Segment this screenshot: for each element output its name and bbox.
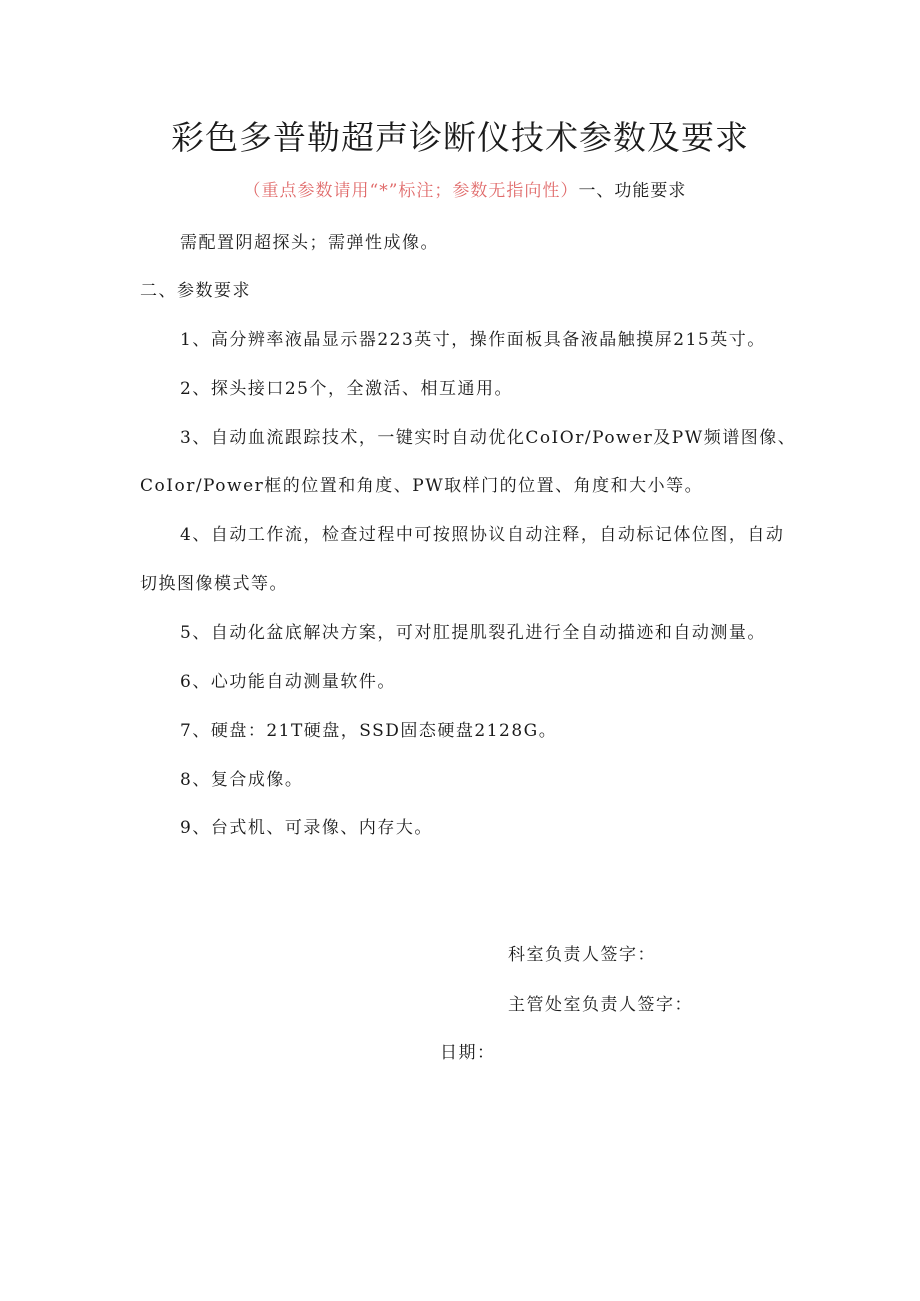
dept-head-signature-label: 科室负责人签字： [508, 945, 656, 965]
date-label: 日期： [440, 1043, 496, 1063]
subtitle-line [0, 176, 920, 201]
param-item-3: 3、自动血流跟踪技术，一键实时自动优化CoIOr/Power及PW频谱图像、 [180, 428, 797, 448]
section2-heading: 二、参数要求 [140, 281, 251, 301]
param-item-4: 4、自动工作流，检查过程中可按照协议自动注释，自动标记体位图，自动 [180, 525, 785, 545]
emphasis-note: （重点参数请用“*”标注；参数无指向性） [243, 181, 579, 201]
param-item-7: 7、硬盘：21T硬盘，SSD固态硬盘2128G。 [180, 721, 558, 741]
param-item-6: 6、心功能自动测量软件。 [180, 672, 396, 692]
param-item-4-continued: 切换图像模式等。 [140, 574, 288, 594]
document-title: 彩色多普勒超声诊断仪技术参数及要求 [171, 118, 749, 157]
section1-text: 需配置阴超探头；需弹性成像。 [180, 233, 439, 253]
supervisor-signature-label: 主管处室负责人签字： [508, 995, 693, 1015]
param-item-2: 2、探头接口25个，全激活、相互通用。 [180, 379, 513, 399]
param-item-5: 5、自动化盆底解决方案，可对肛提肌裂孔进行全自动描迹和自动测量。 [180, 623, 766, 643]
param-item-8: 8、复合成像。 [180, 770, 304, 790]
section1-heading: 一、功能要求 [578, 181, 687, 201]
param-item-9: 9、台式机、可录像、内存大。 [180, 818, 433, 838]
param-item-3-continued: CoIor/Power框的位置和角度、PW取样门的位置、角度和大小等。 [140, 476, 704, 496]
param-item-1: 1、高分辨率液晶显示器223英寸，操作面板具备液晶触摸屏215英寸。 [180, 330, 766, 350]
